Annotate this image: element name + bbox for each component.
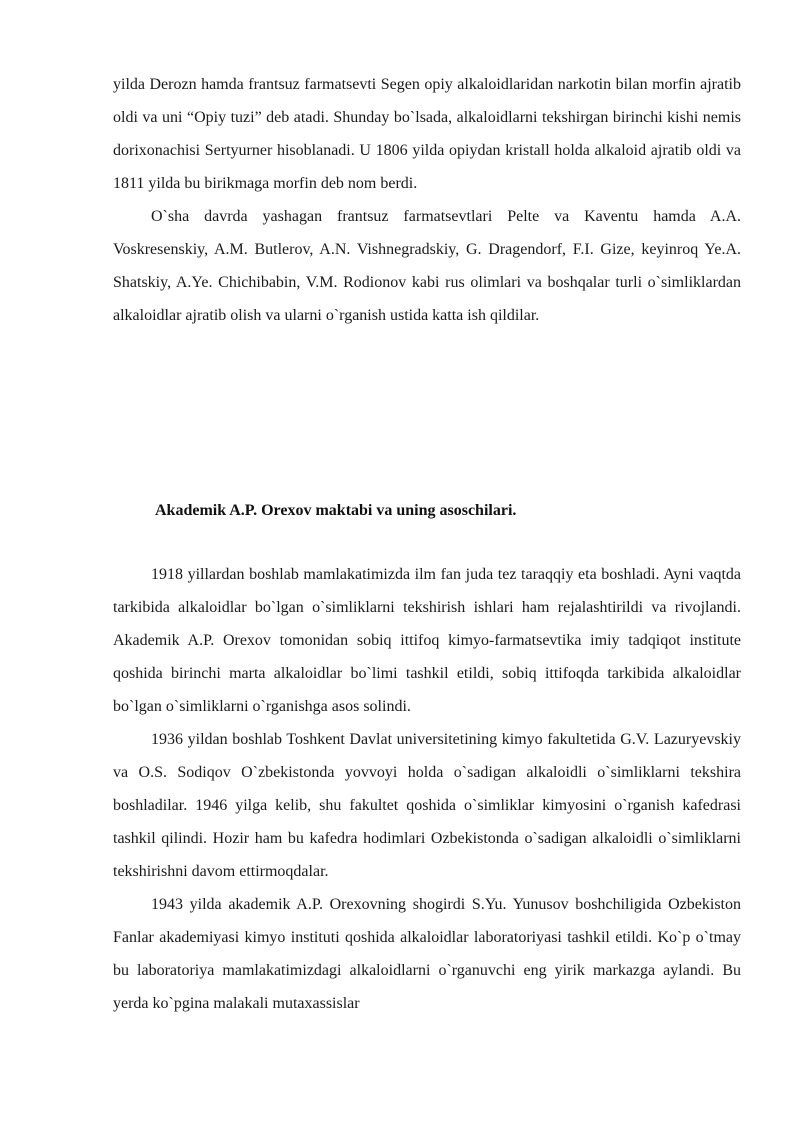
paragraph-1936: 1936 yildan boshlab Toshkent Davlat universitetining kimyo fakultetida G.V. Lazuryevskiy va O.S. Sodiqov O`zbekistonda yovvoyi holda o`sadigan alkaloidli o`simliklarni tekshira boshladilar. 1946 yilga kelib, shu fakultet qoshida o`simliklar kimyosini o`rganish kafedrasi tashkil qilindi. Hozir ham bu kafedra hodimlari Ozbekistonda o`sadigan alkaloidli o`simliklarni tekshirishni davom ettirmoqdalar.: [113, 731, 741, 880]
paragraph-1943: 1943 yilda akademik A.P. Orexovning shogirdi S.Yu. Yunusov boshchiligida Ozbekiston Fanlar akademiyasi kimyo instituti qoshida alkaloidlar laboratoriyasi tashkil etildi. Ko`p o`tmay bu laboratoriya mamlakatimizdagi alkaloidlarni o`rganuvchi eng yirik markazga aylandi. Bu yerda ko`pgina malakali mutaxassislar: [113, 896, 741, 1012]
paragraph-continuation: yilda Derozn hamda frantsuz farmatsevti Segen opiy alkaloidlaridan narkotin bilan morfin ajratib oldi va uni “Opiy tuzi” deb atadi. Shunday bo`lsada, alkaloidlarni tekshirgan birinchi kishi nemis dorixonachisi Sertyurner hisoblanadi. U 1806 yilda opiydan kristall holda alkaloid ajratib oldi va 1811 yilda bu birikmaga morfin deb nom berdi.: [113, 76, 741, 192]
paragraph-researchers: O`sha davrda yashagan frantsuz farmatsevtlari Pelte va Kaventu hamda A.A. Voskresenskiy, A.M. Butlerov, A.N. Vishnegradskiy, G. Dragendorf, F.I. Gize, keyinroq Ye.A. Shatskiy, A.Ye. Chichibabin, V.M. Rodionov kabi rus olimlari va boshqalar turli o`simliklardan alkaloidlar ajratib olish va ularni o`rganish ustida katta ish qildilar.: [113, 208, 741, 324]
paragraph-1918: 1918 yillardan boshlab mamlakatimizda ilm fan juda tez taraqqiy eta boshladi. Ayni vaqtda tarkibida alkaloidlar bo`lgan o`simliklarni tekshirish ishlari ham rejalashtirildi va rivojlandi. Akademik A.P. Orexov tomonidan sobiq ittifoq kimyo-farmatsevtika imiy tadqiqot institute qoshida birinchi marta alkaloidlar bo`limi tashkil etildi, sobiq ittifoqda tarkibida alkaloidlar bo`lgan o`simliklarni o`rganishga asos solindi.: [113, 566, 741, 715]
text-block-top: [113, 68, 741, 332]
text-block-bottom: [113, 558, 741, 1020]
section-heading: Akademik A.P. Orexov maktabi va uning asoschilari.: [155, 502, 517, 519]
